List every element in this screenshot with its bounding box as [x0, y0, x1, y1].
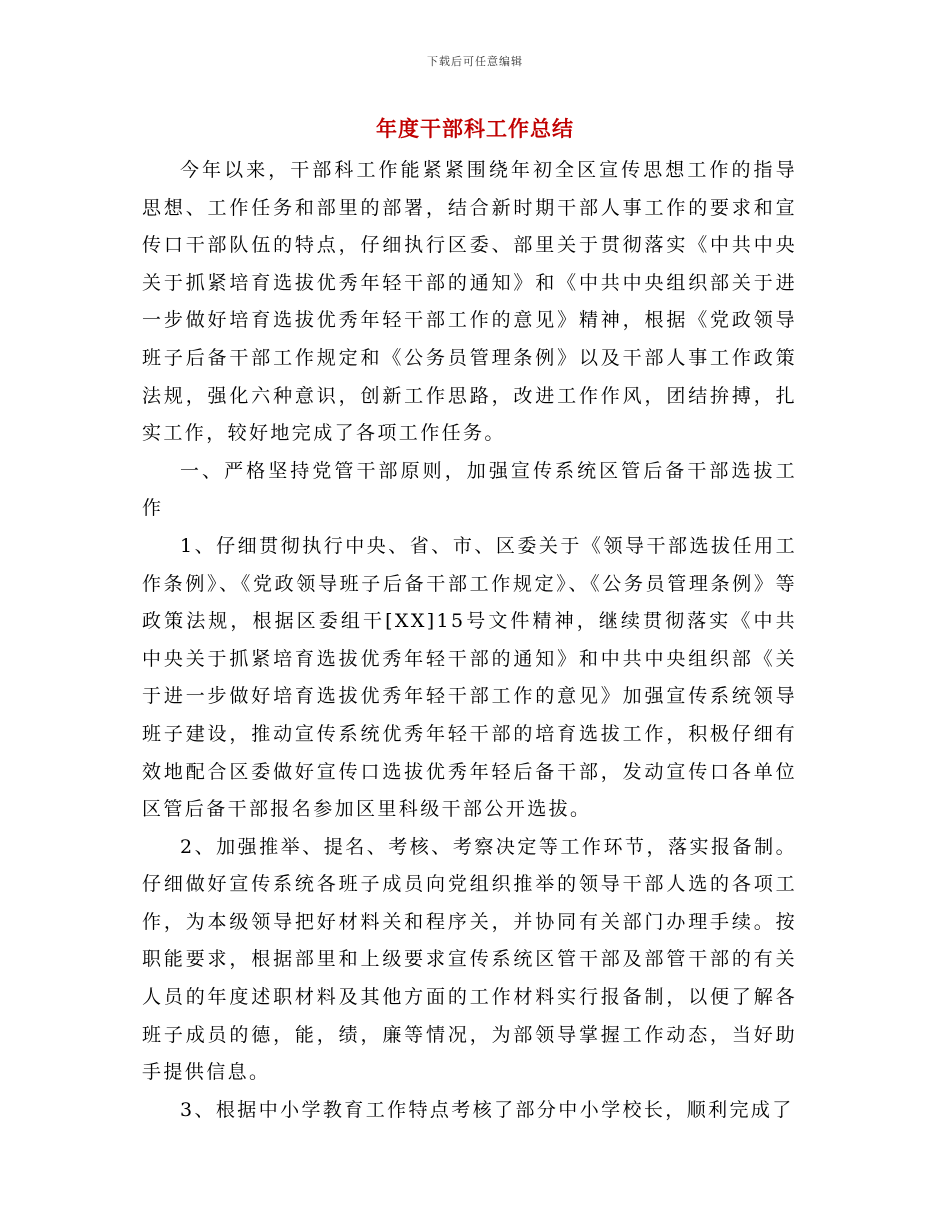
section-heading-1: 一、严格坚持党管干部原则，加强宣传系统区管后备干部选拔工作 [142, 459, 797, 520]
paragraph-intro: 今年以来，干部科工作能紧紧围绕年初全区宣传思想工作的指导思想、工作任务和部里的部署，结合新时期干部人事工作的要求和宣传口干部队伍的特点，仔细执行区委、部里关于贯彻落实《中共中央关于抓紧培育选拔优秀年轻干部的通知》和《中共中央组织部关于进一步做好培育选拔优秀年轻干部工作的意见》精神，根据《党政领导班子后备干部工作规定和《公务员管理条例》以及干部人事工作政策法规，强化六种意识，创新工作思路，改进工作作风，团结拚搏，扎实工作，较好地完成了各项工作任务。 [142, 159, 797, 445]
paragraph-item-1: 1、仔细贯彻执行中央、省、市、区委关于《领导干部选拔任用工作条例》、《党政领导班子后备干部工作规定》、《公务员管理条例》等政策法规，根据区委组干[XX]15号文件精神，继续贯彻落实《中共中央关于抓紧培育选拔优秀年轻干部的通知》和中共中央组织部《关于进一步做好培育选拔优秀年轻干部工作的意见》加强宣传系统领导班子建设，推动宣传系统优秀年轻干部的培育选拔工作，积极仔细有效地配合区委做好宣传口选拔优秀年轻后备干部，发动宣传口各单位区管后备干部报名参加区里科级干部公开选拔。 [142, 534, 797, 821]
paragraph-item-2: 2、加强推举、提名、考核、考察决定等工作环节，落实报备制。仔细做好宣传系统各班子成员向党组织推举的领导干部人选的各项工作，为本级领导把好材料关和程序关，并协同有关部门办理手续。按职能要求，根据部里和上级要求宣传系统区管干部及部管干部的有关人员的年度述职材料及其他方面的工作材料实行报备制，以便了解各班子成员的德，能，绩，廉等情况，为部领导掌握工作动态，当好助手提供信息。 [142, 835, 797, 1084]
header-note: 下载后可任意编辑 [427, 55, 523, 68]
paragraph-item-3: 3、根据中小学教育工作特点考核了部分中小学校长，顺利完成了 [180, 1098, 794, 1121]
document-body [142, 152, 797, 1129]
document-title: 年度干部科工作总结 [376, 116, 574, 141]
